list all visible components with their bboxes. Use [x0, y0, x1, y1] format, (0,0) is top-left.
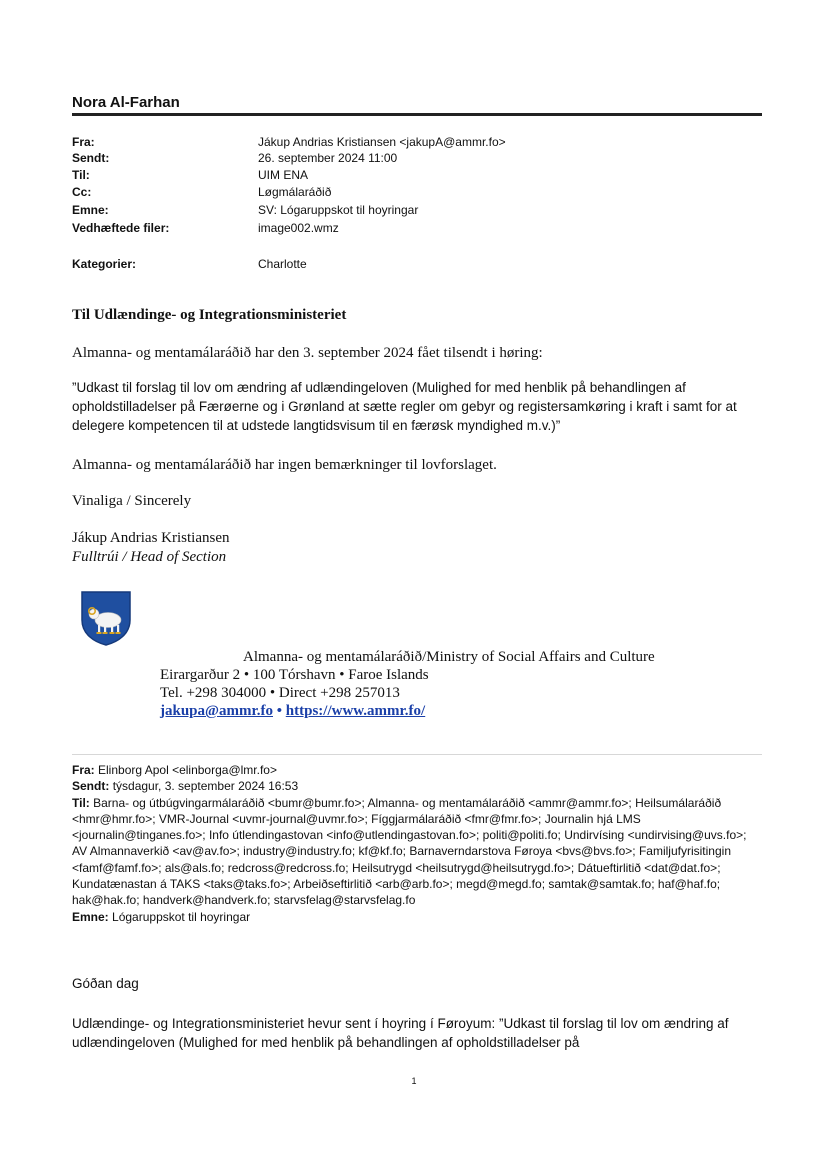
from-label: Fra: — [72, 135, 95, 149]
subject-label: Emne: — [72, 203, 109, 217]
page-number: 1 — [411, 1076, 417, 1086]
forwarded-header — [72, 762, 762, 925]
signature-phone: Tel. +298 304000 • Direct +298 257013 — [160, 685, 400, 701]
categories-value: Charlotte — [258, 257, 307, 271]
mailbox-owner-name: Nora Al-Farhan — [72, 94, 180, 111]
forwarded-sent-label: Sendt: — [72, 779, 110, 794]
letter-intro: Almanna- og mentamálaráðið har den 3. september 2024 fået tilsendt i høring: — [72, 345, 543, 361]
signature-website-link[interactable]: https://www.ammr.fo/ — [285, 703, 426, 719]
forwarded-to-label: Til: — [72, 795, 90, 810]
forwarded-sent-value: týsdagur, 3. september 2024 16:53 — [112, 779, 299, 794]
signer-title: Fulltrúi / Head of Section — [72, 549, 227, 565]
cc-label: Cc: — [72, 185, 92, 199]
subject-value: SV: Lógaruppskot til hoyringar — [258, 203, 419, 217]
forwarded-subject-label: Emne: — [72, 909, 109, 924]
letter-greeting: Til Udlændinge- og Integrationsministeriet — [72, 307, 347, 323]
signature-links — [160, 702, 425, 720]
forwarded-text: Udlændinge- og Integrationsministeriet hevur sent í hoyring í Føroyum: ”Udkast til forslag til lov om ændring af udlændingeloven (Mulighed for med henblik på behandlingen af opholdstilladelser på — [72, 1016, 729, 1050]
forwarded-to — [72, 795, 762, 909]
to-value: UIM ENA — [258, 168, 309, 182]
forwarded-greeting: Góðan dag — [72, 976, 139, 991]
forwarded-from — [72, 762, 762, 778]
forwarded-to-value: Barna- og útbúgvingarmálaráðið <bumr@bumr.fo>; Almanna- og mentamálaráðið <ammr@ammr.fo>; Heilsumálaráðið <hmr@hmr.fo>; VMR-Journal <uvmr-journal@uvmr.fo>; Fíggjarmálaráðið <fmr@fmr.fo>; Journalin hjá LMS <journalin@tinganes.fo>; Info útlendingastovan <info@utlendingastovan.fo>; politi@politi.fo; Undirvísing <undirvising@uvs.fo>; AV Almannaverkið <av@av.fo>; industry@industry.fo; kf@kf.fo; Barnaverndarstova Føroya <bvs@bvs.fo>; Familjufyrisitingin <famf@famf.fo>; als@als.fo; redcross@redcross.fo; Heilsutrygd <heilsutrygd@heilsutrygd.fo>; Dátueftirlitið <dat@dat.fo>; Kundatænastan á TAKS <taks@taks.fo>; Arbeiðseftirlitið <arb@arb.fo>; megd@megd.fo; samtak@samtak.fo; haf@haf.fo; hak@hak.fo; handverk@handverk.fo; starvsfelag@starvsfelag.fo — [72, 795, 747, 908]
cc-value: Løgmálaráðið — [258, 185, 332, 199]
forwarded-subject — [72, 909, 762, 925]
forwarded-from-label: Fra: — [72, 763, 95, 777]
signature-email-link[interactable]: jakupa@ammr.fo — [160, 703, 273, 719]
signature-separator: • — [273, 703, 286, 719]
signature-address: Eirargarður 2 • 100 Tórshavn • Faroe Islands — [160, 667, 429, 683]
categories-label: Kategorier: — [72, 257, 137, 271]
attachments-label: Vedhæftede filer: — [72, 221, 170, 235]
signature-organization: Almanna- og mentamálaráðið/Ministry of Social Affairs and Culture — [243, 649, 655, 665]
sent-label: Sendt: — [72, 151, 110, 165]
sent-value: 26. september 2024 11:00 — [258, 151, 398, 165]
attachment-filename: image002.wmz — [258, 221, 339, 235]
forwarded-subject-value: Lógaruppskot til hoyringar — [112, 909, 251, 924]
forwarded-from-value: Elinborg Apol <elinborga@lmr.fo> — [98, 763, 277, 777]
letter-quote: ”Udkast til forslag til lov om ændring af udlændingeloven (Mulighed for med henblik på behandlingen af opholdstilladelser på Færøerne og i Grønland at sætte regler om gebyr og registersamkøring i kraft i samt for at delegere kompetencen til at udstede langtidsvisum til en færøsk myndighed m.v.)” — [72, 380, 737, 433]
letter-statement: Almanna- og mentamálaráðið har ingen bemærkninger til lovforslaget. — [72, 457, 497, 473]
header-rule — [72, 113, 762, 116]
coat-of-arms-icon — [80, 590, 132, 646]
to-label: Til: — [72, 168, 90, 182]
forward-divider — [72, 754, 762, 755]
signer-name: Jákup Andrias Kristiansen — [72, 530, 230, 546]
letter-closing: Vinaliga / Sincerely — [72, 493, 192, 509]
from-value: Jákup Andrias Kristiansen <jakupA@ammr.fo> — [258, 135, 506, 149]
forwarded-sent — [72, 778, 762, 794]
